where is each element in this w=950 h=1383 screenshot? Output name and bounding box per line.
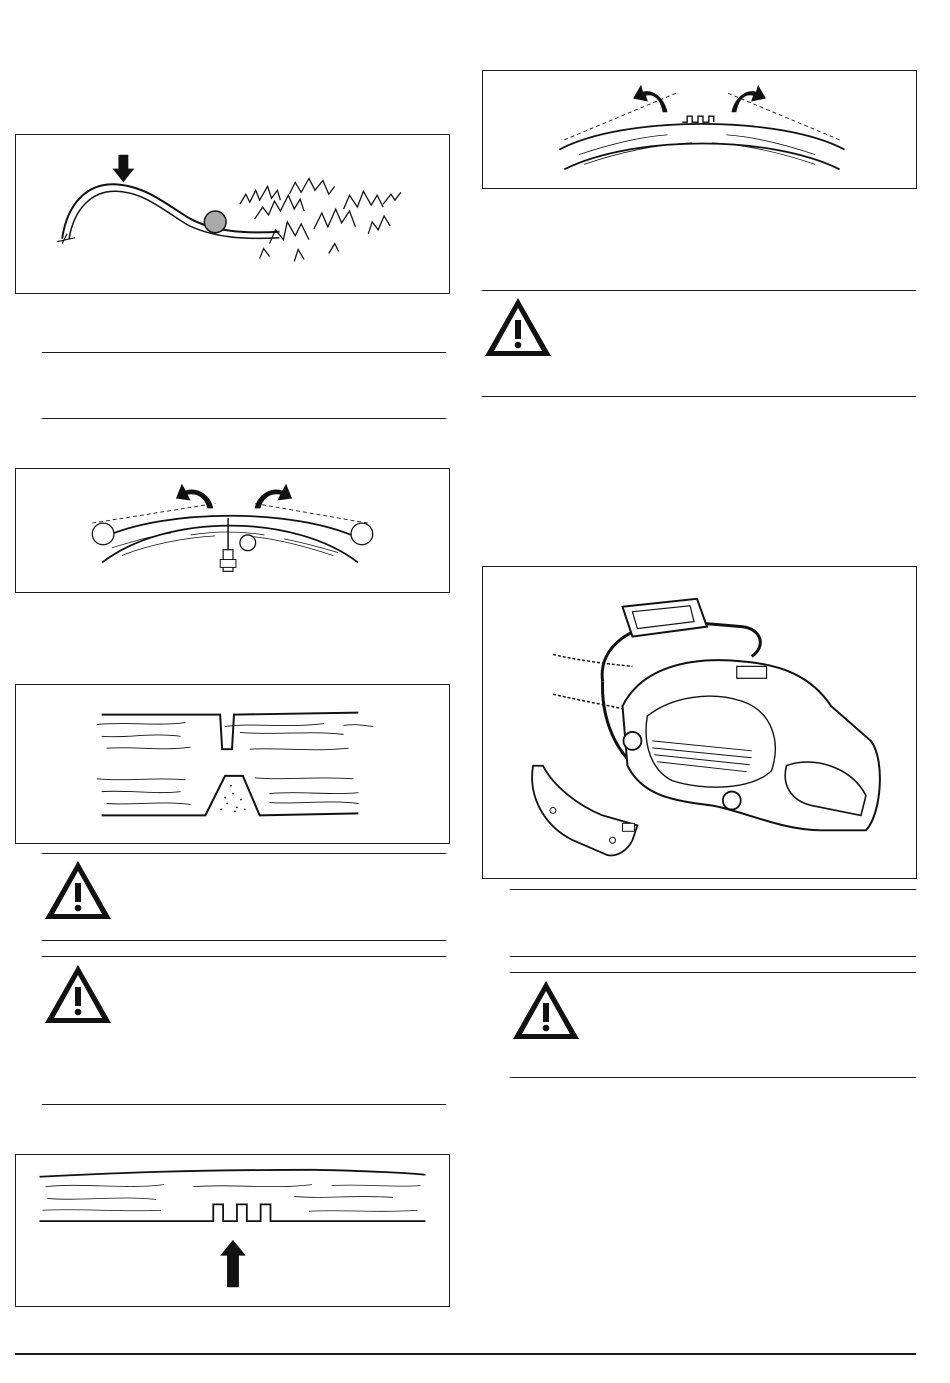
log-relief-cuts-drawing	[16, 1155, 449, 1306]
curved-arrow-right-icon	[255, 484, 292, 509]
section-divider	[482, 396, 916, 397]
page-footer-rule	[15, 1353, 916, 1355]
log-under-tension-drawing	[16, 469, 449, 592]
section-divider	[510, 972, 916, 973]
section-divider	[510, 1077, 916, 1078]
log-kerf-figure	[15, 684, 450, 844]
section-divider	[42, 418, 446, 419]
section-divider	[42, 956, 446, 957]
section-divider	[42, 352, 446, 353]
section-divider	[482, 290, 916, 291]
warning-triangle-icon	[42, 858, 114, 922]
warning-triangle-icon	[42, 962, 114, 1026]
down-arrow-icon	[113, 155, 135, 183]
section-divider	[510, 956, 916, 957]
support-circle	[204, 211, 226, 233]
curved-arrow-left-icon	[176, 484, 213, 509]
curved-arrow-right-icon	[731, 85, 765, 113]
bent-sapling-drawing	[16, 135, 449, 293]
up-arrow-icon	[220, 1240, 246, 1287]
warning-triangle-icon	[482, 295, 554, 359]
section-divider	[42, 853, 446, 854]
log-relief-cuts-figure	[15, 1154, 450, 1307]
arched-log-drawing	[483, 71, 916, 188]
warning-triangle-icon	[510, 978, 582, 1042]
log-under-tension-figure	[15, 468, 450, 593]
bent-sapling-figure	[15, 134, 450, 294]
section-divider	[42, 1104, 446, 1105]
section-divider	[510, 889, 916, 890]
chainsaw-figure	[482, 566, 917, 879]
arched-log-figure	[482, 70, 917, 189]
log-kerf-drawing	[16, 685, 449, 843]
section-divider	[42, 940, 446, 941]
chainsaw-drawing	[483, 567, 916, 878]
